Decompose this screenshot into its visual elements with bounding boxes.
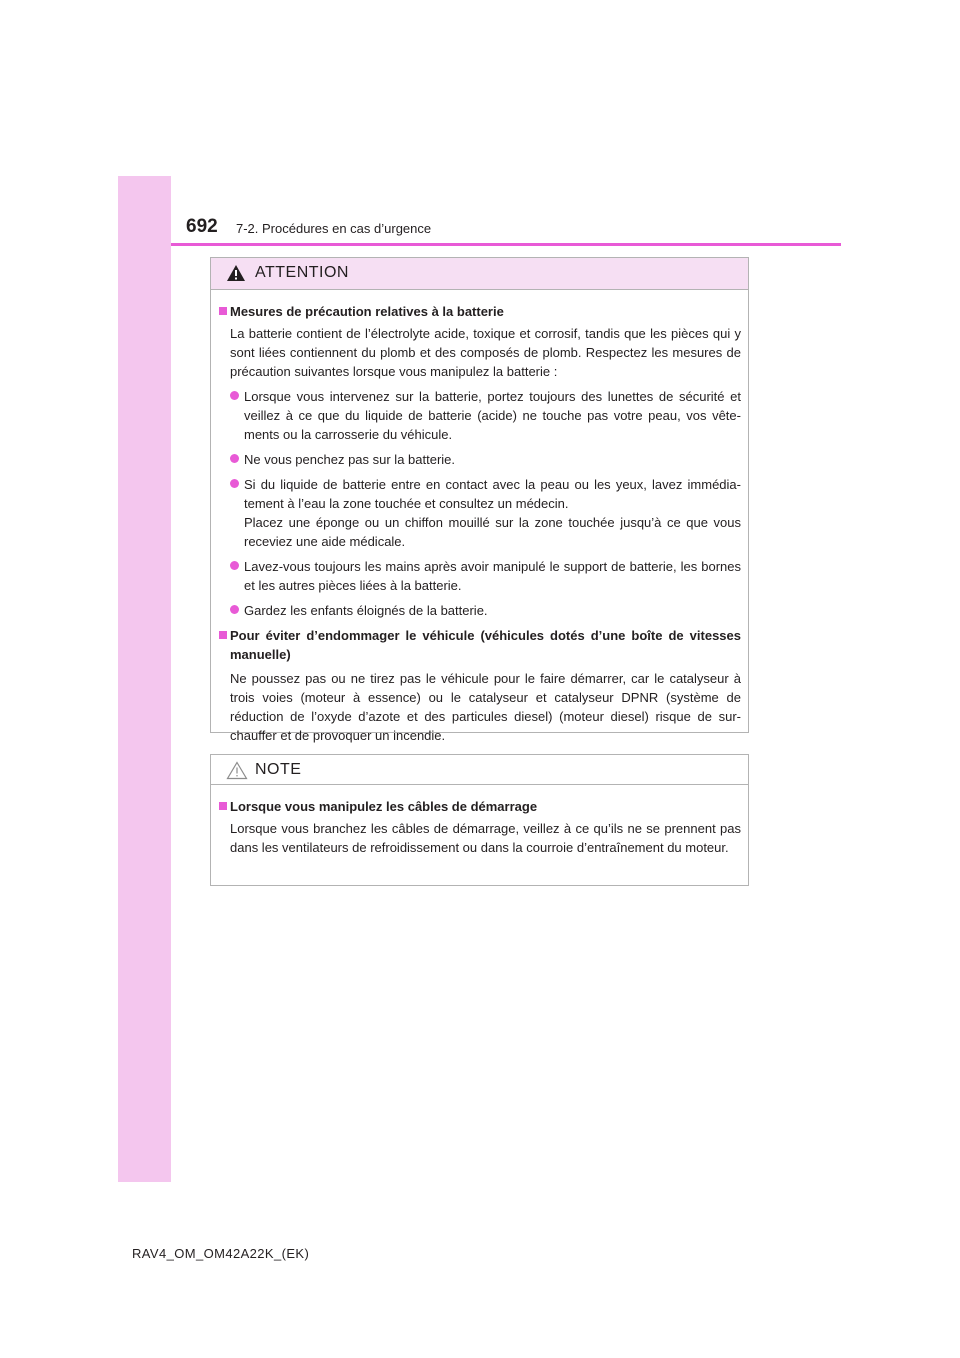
attention-title: ATTENTION — [255, 264, 349, 281]
section-heading: Mesures de précaution relatives à la batterie — [230, 304, 504, 319]
section-square-icon — [219, 802, 227, 810]
list-item: Lavez-vous toujours les mains après avoir manipulé le support de batterie, les bornes et les autres pièces liées à la batterie. — [230, 557, 741, 595]
bullet-icon — [230, 561, 239, 570]
page-number: 692 — [186, 216, 218, 237]
note-body — [211, 785, 748, 857]
caution-outline-icon — [226, 761, 248, 780]
chapter-tab-band — [118, 176, 171, 1182]
section-body: Lorsque vous branchez les câbles de démarrage, veillez à ce qu’ils ne se prennent pas dans les ventilateurs de refroidissement ou dans la courroie d’entraînement du moteur. — [230, 821, 741, 855]
note-box — [210, 754, 749, 886]
note-title: NOTE — [255, 761, 302, 778]
bullet-icon — [230, 454, 239, 463]
bullet-icon — [230, 479, 239, 488]
bullet-icon — [230, 391, 239, 400]
list-item: Si du liquide de batterie entre en contact avec la peau ou les yeux, lavez immédiatement à l’eau la zone touchée et consultez un médecin. Placez une éponge ou un chiffon mouillé sur la zone touchée jusqu’à ce que vous receviez une aide médicale. — [230, 475, 741, 551]
list-item: Gardez les enfants éloignés de la batterie. — [230, 601, 741, 620]
note-header — [211, 755, 748, 785]
attention-box — [210, 257, 749, 743]
attention-header — [211, 258, 748, 290]
section-square-icon — [219, 631, 227, 639]
bullet-icon — [230, 605, 239, 614]
section-heading: Pour éviter d’endommager le véhicule (véhicules dotés d’une boîte de vitesses manuelle) — [230, 628, 741, 662]
battery-section — [219, 302, 741, 620]
section-square-icon — [219, 307, 227, 315]
section-body: Ne poussez pas ou ne tirez pas le véhicule pour le faire démarrer, car le catalyseur à trois voies (moteur à essence) ou le catalyseur et catalyseur DPNR (système de réduction de l’oxyde d’azote et des particules diesel) (moteur diesel) risque de surchauffer et de provoquer un incendie. — [230, 671, 741, 743]
vehicle-damage-section — [219, 626, 741, 745]
warning-icon — [226, 264, 246, 282]
section-title: 7-2. Procédures en cas d’urgence — [236, 221, 432, 236]
list-item: Lorsque vous intervenez sur la batterie, portez toujours des lunettes de sécurité et veillez à ce que du liquide de batterie (acide) ne touche pas votre peau, vos vêtements ou la carrosserie du véhicule. — [230, 387, 741, 444]
jumper-cables-section — [219, 797, 741, 857]
attention-body — [211, 290, 748, 745]
document-code: RAV4_OM_OM42A22K_(EK) — [132, 1246, 310, 1261]
header-rule — [171, 243, 841, 246]
list-item: Ne vous penchez pas sur la batterie. — [230, 450, 741, 469]
section-heading: Lorsque vous manipulez les câbles de démarrage — [230, 799, 538, 814]
section-intro: La batterie contient de l’électrolyte acide, toxique et corrosif, tandis que les pièces qui y sont liées contiennent du plomb et des composés de plomb. Respectez les mesures de précaution suivantes lorsque vous manipulez la batterie : — [230, 326, 741, 379]
